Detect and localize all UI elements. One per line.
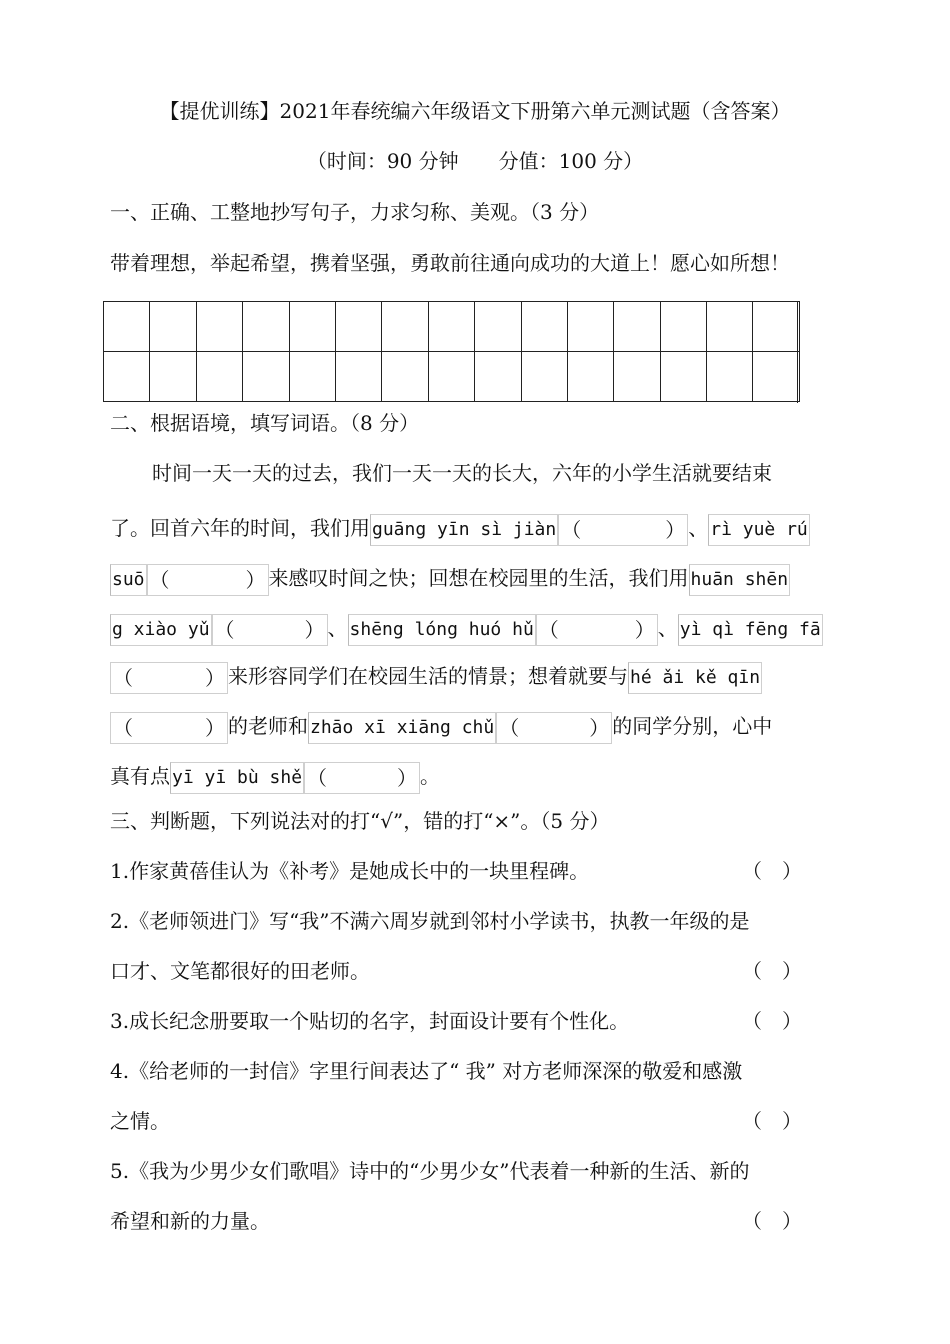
judgment-item-5: 5.《我为少男少女们歌唱》诗中的“少男少女”代表着一种新的生活、新的 (110, 1159, 750, 1183)
grid-row (104, 302, 800, 352)
grid-cell[interactable] (335, 352, 381, 402)
passage-line-7: 真有点 yī yī bù shě （ ） 。 (110, 758, 842, 794)
writing-grid[interactable] (103, 301, 800, 402)
pinyin-prompt: hé ǎi kě qīn (628, 662, 762, 694)
pinyin-prompt: guāng yīn sì jiàn (370, 514, 558, 546)
grid-cell[interactable] (104, 352, 150, 402)
grid-cell[interactable] (196, 352, 242, 402)
passage-line-3: suō （ ） 来感叹时间之快；回想在校园里的生活，我们用 huān shēn (110, 560, 842, 596)
answer-blank[interactable]: （ ） (212, 614, 328, 646)
grid-cell[interactable] (753, 352, 800, 402)
passage-line-4: g xiào yǔ （ ） 、 shēng lóng huó hǔ （ ） 、 yì qì fēng fā (110, 610, 842, 646)
passage-line-1: 时间一天一天的过去，我们一天一天的长大，六年的小学生活就要结束 (152, 461, 772, 485)
section-3-heading: 三、判断题，下列说法对的打“√”，错的打“×”。（5 分） (110, 809, 610, 833)
judgment-item-5-cont: 希望和新的力量。 （ ） (110, 1209, 802, 1233)
pinyin-prompt: huān shēn (689, 564, 791, 596)
grid-cell[interactable] (707, 302, 753, 352)
pinyin-prompt: zhāo xī xiāng chǔ (308, 712, 496, 744)
grid-cell[interactable] (243, 352, 289, 402)
grid-cell[interactable] (289, 302, 335, 352)
grid-cell[interactable] (567, 302, 613, 352)
exam-time-score: （时间：90 分钟 分值：100 分） (306, 149, 644, 173)
pinyin-prompt: suō (110, 564, 147, 596)
grid-cell[interactable] (382, 302, 428, 352)
grid-row (104, 352, 800, 402)
judgment-item-1: 1.作家黄蓓佳认为《补考》是她成长中的一块里程碑。 （ ） (110, 859, 802, 883)
grid-cell[interactable] (243, 302, 289, 352)
judgment-item-3: 3.成长纪念册要取一个贴切的名字，封面设计要有个性化。 （ ） (110, 1009, 802, 1033)
answer-blank[interactable]: （ ） (147, 564, 269, 596)
answer-parentheses[interactable]: （ ） (742, 959, 802, 983)
answer-blank[interactable]: （ ） (496, 712, 612, 744)
grid-double-border (797, 301, 798, 403)
grid-cell[interactable] (428, 302, 474, 352)
grid-cell[interactable] (614, 302, 660, 352)
grid-cell[interactable] (521, 302, 567, 352)
judgment-item-4: 4.《给老师的一封信》字里行间表达了“ 我” 对方老师深深的敬爱和感激 (110, 1059, 743, 1083)
passage-line-5: （ ） 来形容同学们在校园生活的情景；想着就要与 hé ǎi kě qīn (110, 658, 842, 694)
answer-parentheses[interactable]: （ ） (742, 1109, 802, 1133)
grid-cell[interactable] (753, 302, 800, 352)
grid-cell[interactable] (196, 302, 242, 352)
pinyin-prompt: rì yuè rú (708, 514, 810, 546)
grid-cell[interactable] (660, 302, 706, 352)
answer-blank[interactable]: （ ） (110, 662, 228, 694)
passage-line-6: （ ） 的老师和 zhāo xī xiāng chǔ （ ） 的同学分别，心中 (110, 708, 842, 744)
grid-cell[interactable] (104, 302, 150, 352)
answer-parentheses[interactable]: （ ） (742, 1209, 802, 1233)
answer-blank[interactable]: （ ） (536, 614, 658, 646)
grid-cell[interactable] (428, 352, 474, 402)
grid-cell[interactable] (707, 352, 753, 402)
grid-cell[interactable] (521, 352, 567, 402)
grid-cell[interactable] (335, 302, 381, 352)
page-title: 【提优训练】2021年春统编六年级语文下册第六单元测试题（含答案） (159, 99, 791, 123)
grid-cell[interactable] (150, 302, 196, 352)
section-1-heading: 一、正确、工整地抄写句子，力求匀称、美观。（3 分） (110, 200, 600, 224)
answer-blank[interactable]: （ ） (558, 514, 688, 546)
passage-line-2: 了。回首六年的时间，我们用 guāng yīn sì jiàn （ ） 、 rì yuè rú (110, 510, 842, 546)
grid-cell[interactable] (289, 352, 335, 402)
judgment-item-2-cont: 口才、文笔都很好的田老师。 （ ） (110, 959, 802, 983)
grid-cell[interactable] (475, 302, 521, 352)
copy-sentence: 带着理想，举起希望，携着坚强，勇敢前往通向成功的大道上！愿心如所想！ (110, 251, 790, 275)
judgment-item-2: 2.《老师领进门》写“我”不满六周岁就到邻村小学读书，执教一年级的是 (110, 909, 750, 933)
grid-cell[interactable] (567, 352, 613, 402)
grid-cell[interactable] (660, 352, 706, 402)
pinyin-prompt: yì qì fēng fā (678, 614, 823, 646)
answer-parentheses[interactable]: （ ） (742, 859, 802, 883)
pinyin-prompt: yī yī bù shě (170, 762, 304, 794)
grid-cell[interactable] (475, 352, 521, 402)
grid-cell[interactable] (614, 352, 660, 402)
grid-cell[interactable] (150, 352, 196, 402)
answer-blank[interactable]: （ ） (110, 712, 228, 744)
pinyin-prompt: shēng lóng huó hǔ (348, 614, 536, 646)
section-2-heading: 二、根据语境，填写词语。（8 分） (110, 411, 420, 435)
grid-cell[interactable] (382, 352, 428, 402)
pinyin-prompt: g xiào yǔ (110, 614, 212, 646)
answer-blank[interactable]: （ ） (304, 762, 420, 794)
judgment-item-4-cont: 之情。 （ ） (110, 1109, 802, 1133)
answer-parentheses[interactable]: （ ） (742, 1009, 802, 1033)
